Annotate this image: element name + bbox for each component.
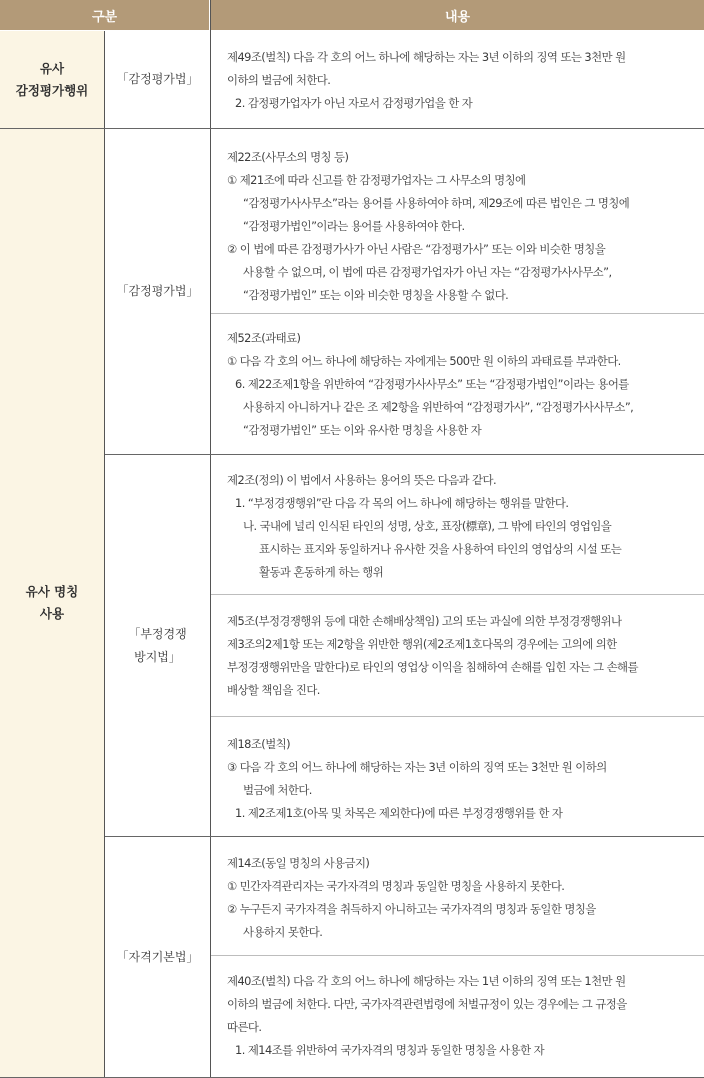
- entry-divider: [211, 313, 704, 314]
- column-divider: [104, 31, 105, 1077]
- category-similar-name-use: 유사 명칭 사용: [0, 129, 104, 1077]
- header-category: 구분: [0, 0, 209, 30]
- article-52-fine: 제52조(과태료) ① 다음 각 호의 어느 하나에 해당하는 자에게는 500만 원 이하의 과태료를 부과한다. 6. 제22조제1항을 위반하여 “감정평가사사무소” 또는 “감정평가법인”이라는 용어를 사용하지 아니하거나 같은 조 제2항을 위반하여 “감정평가사”, “감정평가사사무소”, “감정평가법인” 또는 이와 유사한 명칭을 사용한 자: [227, 331, 634, 437]
- article-14-name-prohibition: 제14조(동일 명칭의 사용금지) ① 민간자격관리자는 국가자격의 명칭과 동일한 명칭을 사용하지 못한다. ② 누구든지 국가자격을 취득하지 아니하고는 국가자격의 명칭과 동일한 명칭을 사용하지 못한다.: [227, 856, 596, 939]
- column-divider: [210, 0, 211, 1078]
- article-49-penalty: 제49조(벌칙) 다음 각 호의 어느 하나에 해당하는 자는 3년 이하의 징역 또는 3천만 원 이하의 벌금에 처한다. 2. 감정평가업자가 아닌 자로서 감정평가업을 한 자: [227, 50, 626, 110]
- category-similar-appraisal: 유사 감정평가행위: [0, 31, 104, 128]
- entry-divider: [211, 955, 704, 956]
- law-divider: [105, 454, 704, 455]
- entry-divider: [211, 716, 704, 717]
- header-content: 내용: [211, 0, 704, 30]
- article-22-office-name: 제22조(사무소의 명칭 등) ① 제21조에 따라 신고를 한 감정평가업자는 그 사무소의 명칭에 “감정평가사사무소”라는 용어를 사용하여야 하며, 제29조에 따른 법인은 그 명칭에 “감정평가법인”이라는 용어를 사용하여야 한다. ② 이 법에 따른 감정평가사가 아닌 사람은 “감정평가사” 또는 이와 비슷한 명칭을 사용할 수 없으며, 이 법에 따른 감정평가업자가 아닌 자는 “감정평가사사무소”, “감정평가법인” 또는 이와 비슷한 명칭을 사용할 수 없다.: [227, 150, 630, 302]
- law-name-appraisal-act: 「감정평가법」: [116, 284, 199, 298]
- article-40-penalty: 제40조(벌칙) 다음 각 호의 어느 하나에 해당하는 자는 1년 이하의 징역 또는 1천만 원 이하의 벌금에 처한다. 다만, 국가자격관련법령에 처벌규정이 있는 경우에는 그 규정을 따른다. 1. 제14조를 위반하여 국가자격의 명칭과 동일한 명칭을 사용한 자: [227, 974, 627, 1057]
- article-5-damages: 제5조(부정경쟁행위 등에 대한 손해배상책임) 고의 또는 과실에 의한 부정경쟁행위나 제3조의2제1항 또는 제2항을 위반한 행위(제2조제1호다목의 경우에는 고의에 의한 부정경쟁행위만을 말한다)로 타인의 영업상 이익을 침해하여 손해를 입힌 자는 그 손해를 배상할 책임을 진다.: [227, 614, 638, 697]
- section-divider: [0, 128, 704, 129]
- entry-divider: [211, 594, 704, 595]
- law-name-qualification-act: 「자격기본법」: [116, 949, 199, 964]
- law-name-appraisal-act: 「감정평가법」: [116, 72, 199, 86]
- article-18-penalty: 제18조(벌칙) ③ 다음 각 호의 어느 하나에 해당하는 자는 3년 이하의 징역 또는 3천만 원 이하의 벌금에 처한다. 1. 제2조제1호(아목 및 차목은 제외한다)에 따른 부정경쟁행위를 한 자: [227, 737, 607, 820]
- article-2-definition: 제2조(정의) 이 법에서 사용하는 용어의 뜻은 다음과 같다. 1. “부정경쟁행위”란 다음 각 목의 어느 하나에 해당하는 행위를 말한다. 나. 국내에 널리 인식된 타인의 성명, 상호, 표장(標章), 그 밖에 타인의 영업임을 표시하는 표지와 동일하거나 유사한 것을 사용하여 타인의 영업상의 시설 또는 활동과 혼동하게 하는 행위: [227, 473, 622, 579]
- law-divider: [105, 836, 704, 837]
- law-name-unfair-competition-act: 「부정경쟁 방지법」: [128, 626, 187, 664]
